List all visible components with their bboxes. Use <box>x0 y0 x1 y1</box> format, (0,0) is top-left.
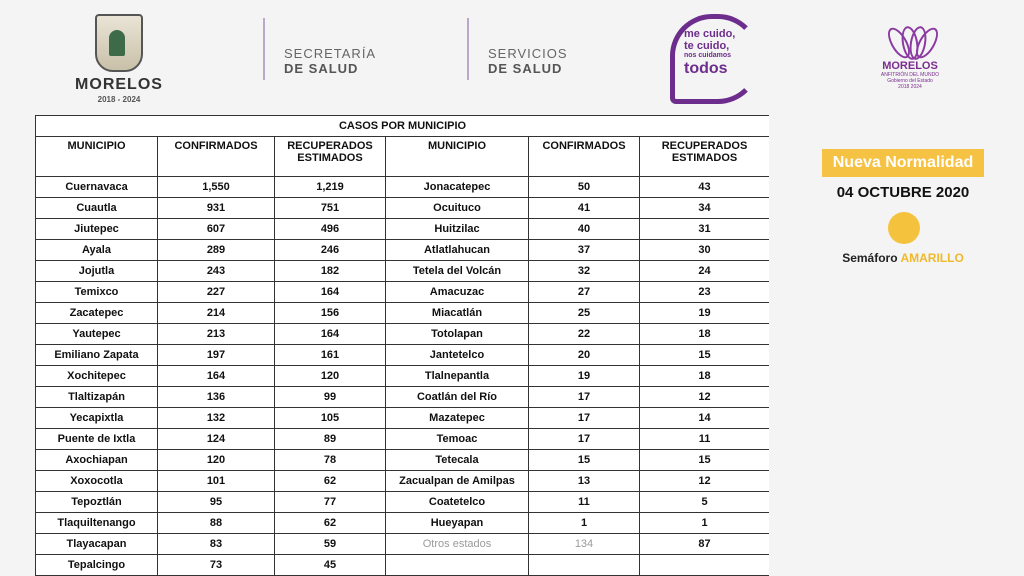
confirmados-cell: 1,550 <box>158 177 275 198</box>
confirmados-cell: 15 <box>529 450 640 471</box>
semaforo-color: AMARILLO <box>900 251 964 265</box>
municipio-cell: Temoac <box>386 429 529 450</box>
municipio-cell: Mazatepec <box>386 408 529 429</box>
divider <box>467 18 469 80</box>
table-row <box>36 282 770 303</box>
servicios-salud-label <box>488 46 568 76</box>
recuperados-cell: 12 <box>640 387 770 408</box>
confirmados-cell: 134 <box>529 534 640 555</box>
recuperados-cell: 14 <box>640 408 770 429</box>
municipio-cell: Yautepec <box>36 324 158 345</box>
campaign-line2: te cuido, <box>684 40 730 52</box>
recuperados-cell: 87 <box>640 534 770 555</box>
municipio-cell: Huitzilac <box>386 219 529 240</box>
recuperados-cell: 1 <box>640 513 770 534</box>
table-row <box>36 303 770 324</box>
municipio-cell: Tetela del Volcán <box>386 261 529 282</box>
confirmados-cell: 11 <box>529 492 640 513</box>
confirmados-cell: 243 <box>158 261 275 282</box>
confirmados-cell: 17 <box>529 387 640 408</box>
recuperados-cell: 77 <box>275 492 386 513</box>
confirmados-cell: 213 <box>158 324 275 345</box>
municipio-cell: Temixco <box>36 282 158 303</box>
morelos-lotus-logo <box>868 16 952 90</box>
recuperados-cell: 11 <box>640 429 770 450</box>
municipio-cell: Cuautla <box>36 198 158 219</box>
municipio-cell: Tlaltizapán <box>36 387 158 408</box>
confirmados-cell: 1 <box>529 513 640 534</box>
table-row <box>36 555 770 576</box>
table-row <box>36 513 770 534</box>
recuperados-cell: 15 <box>640 345 770 366</box>
table-row <box>36 450 770 471</box>
table-row <box>36 534 770 555</box>
recuperados-cell: 751 <box>275 198 386 219</box>
campaign-text <box>684 28 735 78</box>
recuperados-cell: 62 <box>275 471 386 492</box>
lotus-sub2: Gobierno del Estado <box>887 78 933 84</box>
municipio-cell: Yecapixtla <box>36 408 158 429</box>
secretaria-salud-label <box>284 46 376 76</box>
confirmados-cell: 931 <box>158 198 275 219</box>
servicios-line1: SERVICIOS <box>488 46 568 61</box>
municipio-cell: Miacatlán <box>386 303 529 324</box>
recuperados-cell: 99 <box>275 387 386 408</box>
municipio-cell: Ocuituco <box>386 198 529 219</box>
header-confirmados: CONFIRMADOS <box>529 137 640 177</box>
recuperados-cell: 30 <box>640 240 770 261</box>
table-row <box>36 387 770 408</box>
recuperados-cell: 34 <box>640 198 770 219</box>
municipio-cell: Tlaquiltenango <box>36 513 158 534</box>
recuperados-cell: 18 <box>640 324 770 345</box>
municipio-cell: Puente de Ixtla <box>36 429 158 450</box>
municipio-cell <box>386 555 529 576</box>
semaforo-status <box>822 251 984 265</box>
servicios-line2: DE SALUD <box>488 61 563 76</box>
municipio-cell: Tepoztlán <box>36 492 158 513</box>
recuperados-cell: 31 <box>640 219 770 240</box>
secretaria-line1: SECRETARÍA <box>284 46 377 61</box>
municipio-cell: Coatlán del Río <box>386 387 529 408</box>
municipio-cell: Emiliano Zapata <box>36 345 158 366</box>
confirmados-cell: 41 <box>529 198 640 219</box>
table-row <box>36 408 770 429</box>
confirmados-cell: 32 <box>529 261 640 282</box>
municipio-cell: Coatetelco <box>386 492 529 513</box>
table-row <box>36 177 770 198</box>
municipio-cell: Tepalcingo <box>36 555 158 576</box>
recuperados-cell: 12 <box>640 471 770 492</box>
recuperados-cell: 89 <box>275 429 386 450</box>
confirmados-cell: 73 <box>158 555 275 576</box>
recuperados-cell: 164 <box>275 282 386 303</box>
confirmados-cell: 88 <box>158 513 275 534</box>
table-row <box>36 366 770 387</box>
confirmados-cell: 120 <box>158 450 275 471</box>
table-row <box>36 471 770 492</box>
table-row <box>36 219 770 240</box>
confirmados-cell: 197 <box>158 345 275 366</box>
confirmados-cell <box>529 555 640 576</box>
municipio-cell: Jojutla <box>36 261 158 282</box>
table-row <box>36 345 770 366</box>
header <box>0 0 1024 115</box>
municipio-cell: Tlayacapan <box>36 534 158 555</box>
header-confirmados: CONFIRMADOS <box>158 137 275 177</box>
recuperados-cell: 182 <box>275 261 386 282</box>
confirmados-cell: 101 <box>158 471 275 492</box>
me-cuido-campaign-logo <box>670 14 754 106</box>
recuperados-cell: 18 <box>640 366 770 387</box>
table-row <box>36 429 770 450</box>
nueva-normalidad-banner: Nueva Normalidad <box>822 149 984 177</box>
recuperados-cell: 45 <box>275 555 386 576</box>
municipio-cell: Jiutepec <box>36 219 158 240</box>
confirmados-cell: 607 <box>158 219 275 240</box>
recuperados-cell: 23 <box>640 282 770 303</box>
confirmados-cell: 132 <box>158 408 275 429</box>
municipio-cell: Hueyapan <box>386 513 529 534</box>
recuperados-cell: 105 <box>275 408 386 429</box>
state-years: 2018 - 2024 <box>97 95 141 104</box>
confirmados-cell: 17 <box>529 429 640 450</box>
confirmados-cell: 214 <box>158 303 275 324</box>
municipio-cell: Tetecala <box>386 450 529 471</box>
confirmados-cell: 20 <box>529 345 640 366</box>
confirmados-cell: 19 <box>529 366 640 387</box>
municipio-cell: Amacuzac <box>386 282 529 303</box>
confirmados-cell: 37 <box>529 240 640 261</box>
municipio-cell: Cuernavaca <box>36 177 158 198</box>
confirmados-cell: 50 <box>529 177 640 198</box>
recuperados-cell: 43 <box>640 177 770 198</box>
lotus-name: MORELOS <box>882 60 938 72</box>
confirmados-cell: 83 <box>158 534 275 555</box>
table-row <box>36 261 770 282</box>
morelos-coat-of-arms-logo <box>74 14 164 104</box>
campaign-line1: me cuido, <box>684 28 736 40</box>
traffic-light-dot-icon <box>888 212 920 244</box>
cases-table-container <box>35 115 769 576</box>
municipio-cell: Jantetelco <box>386 345 529 366</box>
municipio-cell: Zacualpan de Amilpas <box>386 471 529 492</box>
confirmados-cell: 289 <box>158 240 275 261</box>
recuperados-cell: 24 <box>640 261 770 282</box>
confirmados-cell: 136 <box>158 387 275 408</box>
coat-of-arms-icon <box>95 14 143 72</box>
municipio-cell: Zacatepec <box>36 303 158 324</box>
recuperados-cell: 78 <box>275 450 386 471</box>
confirmados-cell: 22 <box>529 324 640 345</box>
table-caption: CASOS POR MUNICIPIO <box>36 116 770 137</box>
municipio-cell: Axochiapan <box>36 450 158 471</box>
recuperados-cell: 156 <box>275 303 386 324</box>
lotus-icon <box>885 16 935 60</box>
confirmados-cell: 25 <box>529 303 640 324</box>
recuperados-cell: 161 <box>275 345 386 366</box>
semaforo-label: Semáforo <box>842 251 898 265</box>
municipio-cell: Jonacatepec <box>386 177 529 198</box>
confirmados-cell: 227 <box>158 282 275 303</box>
recuperados-cell <box>640 555 770 576</box>
table-row <box>36 198 770 219</box>
table-caption-row <box>36 116 770 137</box>
campaign-line4: todos <box>684 60 728 77</box>
cases-by-municipality-table <box>35 115 769 576</box>
recuperados-cell: 496 <box>275 219 386 240</box>
lotus-sub1: ANFITRIÓN DEL MUNDO <box>880 72 940 78</box>
table-row <box>36 240 770 261</box>
header-municipio: MUNICIPIO <box>386 137 529 177</box>
confirmados-cell: 13 <box>529 471 640 492</box>
recuperados-cell: 15 <box>640 450 770 471</box>
recuperados-cell: 59 <box>275 534 386 555</box>
municipio-cell: Atlatlahucan <box>386 240 529 261</box>
recuperados-cell: 120 <box>275 366 386 387</box>
report-date: 04 OCTUBRE 2020 <box>836 184 970 201</box>
recuperados-cell: 5 <box>640 492 770 513</box>
divider <box>263 18 265 80</box>
recuperados-cell: 62 <box>275 513 386 534</box>
header-municipio: MUNICIPIO <box>36 137 158 177</box>
table-header-row <box>36 137 770 177</box>
confirmados-cell: 164 <box>158 366 275 387</box>
secretaria-line2: DE SALUD <box>284 61 359 76</box>
header-recuperados: RECUPERADOS ESTIMADOS <box>275 137 386 177</box>
state-name: MORELOS <box>75 76 163 93</box>
table-row <box>36 324 770 345</box>
recuperados-cell: 1,219 <box>275 177 386 198</box>
recuperados-cell: 246 <box>275 240 386 261</box>
header-recuperados: RECUPERADOS ESTIMADOS <box>640 137 770 177</box>
confirmados-cell: 40 <box>529 219 640 240</box>
confirmados-cell: 17 <box>529 408 640 429</box>
campaign-line3: nos cuidamos <box>684 52 732 59</box>
recuperados-cell: 164 <box>275 324 386 345</box>
municipio-cell: Totolapan <box>386 324 529 345</box>
table-row <box>36 492 770 513</box>
confirmados-cell: 124 <box>158 429 275 450</box>
confirmados-cell: 95 <box>158 492 275 513</box>
municipio-cell: Tlalnepantla <box>386 366 529 387</box>
recuperados-cell: 19 <box>640 303 770 324</box>
confirmados-cell: 27 <box>529 282 640 303</box>
municipio-cell: Otros estados <box>386 534 529 555</box>
municipio-cell: Ayala <box>36 240 158 261</box>
lotus-sub3: 2018 2024 <box>898 84 922 90</box>
municipio-cell: Xochitepec <box>36 366 158 387</box>
municipio-cell: Xoxocotla <box>36 471 158 492</box>
